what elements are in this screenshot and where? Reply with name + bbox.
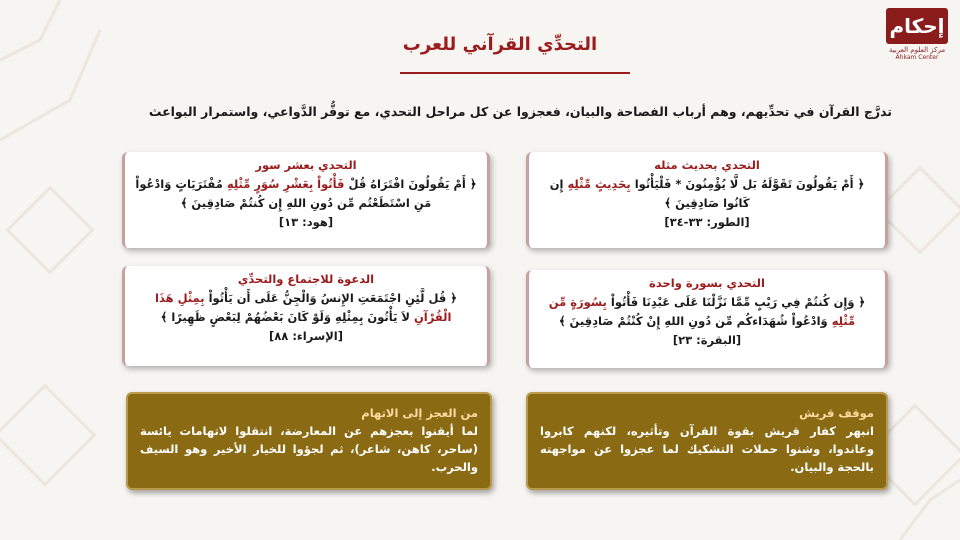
page-subtitle: تدرَّج القرآن في تحدِّيهم، وهم أرباب الفصاحة والبيان، فعجزوا عن كل مراحل التحدي، مع توفُّر الدَّواعي، واستمرار البواعث	[148, 104, 892, 119]
card-title: الدعوة للاجتماع والتحدِّي	[237, 272, 375, 286]
card-reference: [هود: ١٣]	[278, 215, 334, 229]
verse-text: ﴿ وَإِن كُنتُمْ فِي رَيْبٍ مِّمَّا نَزَّلْنَا عَلَى عَبْدِنَا فَأْتُواْ	[606, 295, 866, 309]
card-reference: [الطور: ٣٣-٣٤]	[664, 215, 750, 229]
card-verse	[135, 175, 477, 213]
page-title: التحدِّي القرآني للعرب	[402, 34, 598, 55]
verse-highlight: بِمِثْلِ هَذَا الْقُرْآنِ	[155, 291, 452, 324]
box-title: موقف قريش	[799, 406, 874, 420]
box-title: من العجز إلى الاتهام	[361, 406, 478, 420]
verse-highlight: بِسُورَةٍ مِّن مِّثْلِهِ	[548, 295, 856, 328]
box-body: لما أيقنوا بعجزهم عن المعارضة، انتقلوا لاتهامات يائسة (ساحر، كاهن، شاعر)، ثم لجؤوا للخيار الأخير وهو السيف والحرب.	[140, 424, 478, 474]
card-ijtima	[122, 266, 490, 366]
box-body: انبهر كفار قريش بقوة القرآن وتأثيره، لكنهم كابروا وعاندوا، وشنوا حملات التشكيك لما عجزوا عن مواجهته بالحجة والبيان.	[540, 424, 874, 474]
logo-subtitle-latin: Ahkam Center	[895, 54, 939, 61]
card-verse	[539, 175, 875, 213]
box-quraysh	[526, 392, 888, 490]
verse-text: إِن كَانُوا صَادِقِينَ ﴾	[549, 177, 750, 210]
verse-text: لاَ يَأْتُونَ بِمِثْلِهِ وَلَوْ كَانَ بَعْضُهُمْ لِبَعْضٍ ظَهِيرًا ﴾	[160, 310, 414, 324]
card-reference: [البقرة: ٢٣]	[672, 333, 742, 347]
verse-text: ﴿ قُل لَّئِنِ اجْتَمَعَتِ الإِنسُ وَالْجِنُّ عَلَى أَن يَأْتُواْ	[204, 291, 457, 305]
verse-text: مُفْتَرَيَاتٍ وَادْعُواْ مَنِ اسْتَطَعْتُم مِّن دُونِ اللهِ إِن كُنتُمْ صَادِقِينَ ﴾	[135, 177, 432, 210]
logo-subtitle: مركز العلوم العربية	[888, 46, 946, 54]
verse-highlight: بِحَدِيثٍ مِّثْلِهِ	[567, 177, 631, 191]
verse-text: وَادْعُواْ شُهَدَاءكُم مِّن دُونِ اللهِ إِنْ كُنْتُمْ صَادِقِينَ ﴾	[558, 314, 832, 328]
verse-text: ﴿ أَمْ يَقُولُونَ افْتَرَاهُ قُلْ	[344, 177, 477, 191]
card-title: التحدي بسورة واحدة	[649, 276, 765, 290]
card-title: التحدي بحديث مثله	[654, 158, 760, 172]
card-title: التحدي بعشر سور	[255, 158, 357, 172]
card-hadith	[526, 152, 888, 248]
card-surah	[526, 270, 888, 368]
verse-highlight: فَأْتُواْ بِعَشْرِ سُوَرٍ مِّثْلِهِ	[226, 177, 345, 191]
title-underline	[400, 72, 630, 74]
box-ittiham	[126, 392, 492, 490]
logo-mark: إحكام	[886, 8, 948, 44]
card-reference: [الإسراء: ٨٨]	[269, 329, 343, 343]
card-verse	[135, 289, 477, 327]
verse-text: ﴿ أَمْ يَقُولُونَ تَقَوَّلَهُ بَل لَّا يُؤْمِنُونَ * فَلْيَأْتُوا	[630, 177, 865, 191]
card-ashr	[122, 152, 490, 248]
card-verse	[539, 293, 875, 331]
